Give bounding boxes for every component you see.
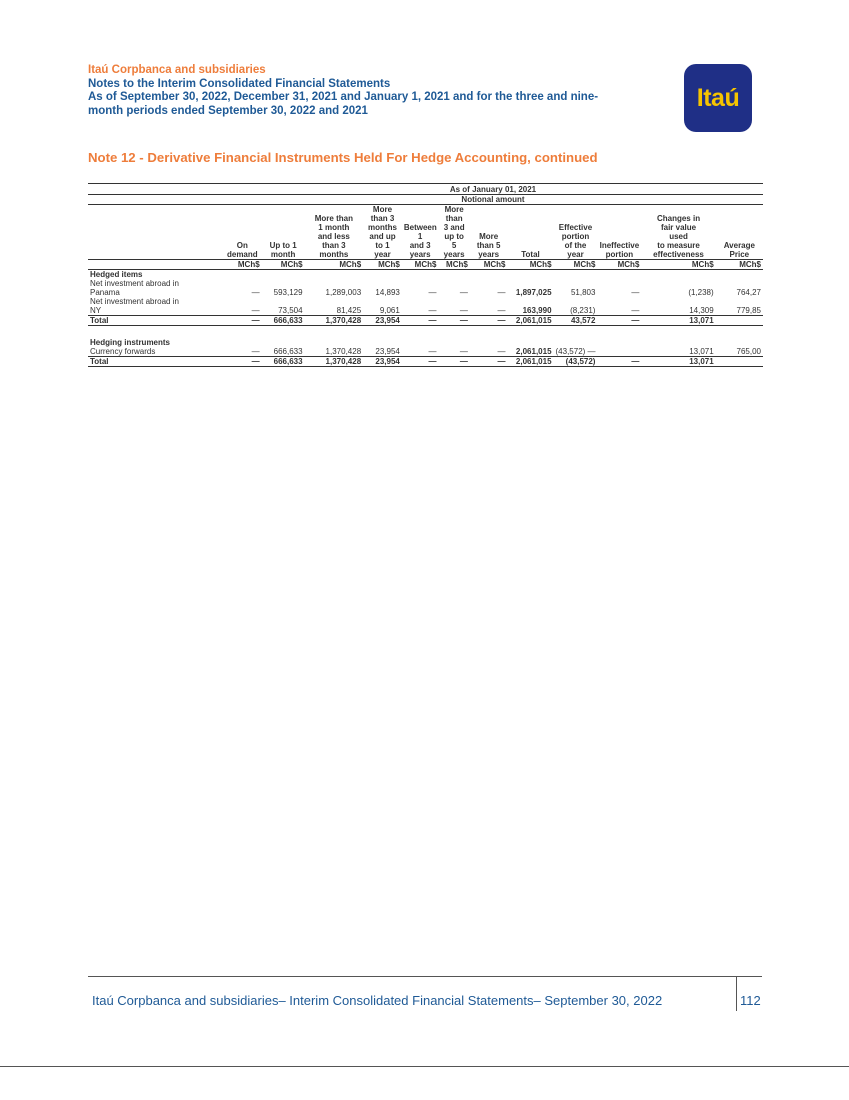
- value-cell: [716, 357, 763, 367]
- header-line-4: month periods ended September 30, 2022 and 2021: [88, 104, 368, 117]
- unit-cell: MCh$: [402, 260, 439, 270]
- notional-label: Notional amount: [223, 195, 763, 205]
- column-header-line: and less: [317, 232, 350, 241]
- hedge-accounting-table: [88, 183, 763, 367]
- value-cell: [597, 347, 641, 357]
- column-header-line: years: [478, 250, 500, 259]
- value-cell: 23,954: [363, 316, 402, 326]
- value-cell: —: [459, 288, 468, 297]
- value-cell: 1,289,003: [325, 288, 362, 297]
- value-cell: —: [497, 288, 506, 297]
- row-label-line: Net investment abroad in: [90, 279, 179, 288]
- value-cell: 13,071: [689, 347, 714, 356]
- section-heading: Hedging instruments: [90, 338, 171, 347]
- value-cell: 163,990: [522, 306, 552, 315]
- note-title: Note 12 - Derivative Financial Instruments Held For Hedge Accounting, continued: [88, 150, 598, 165]
- company-name: Itaú Corpbanca and subsidiaries: [88, 64, 266, 76]
- column-header-line: years: [443, 250, 465, 259]
- header-line-2: Notes to the Interim Consolidated Financial Statements: [88, 77, 391, 90]
- value-cell: —: [470, 357, 508, 367]
- value-cell: 81,425: [336, 306, 362, 315]
- value-cell: —: [438, 357, 469, 367]
- value-cell: 14,893: [375, 288, 400, 297]
- page-bottom-rule: [0, 1066, 849, 1067]
- table-row: [88, 297, 763, 316]
- value-cell: (8,231): [570, 306, 596, 315]
- column-header-line: effectiveness: [653, 250, 704, 259]
- column-header-line: than 5: [476, 241, 501, 250]
- column-header: [402, 205, 439, 260]
- column-header-line: 5: [451, 241, 457, 250]
- column-header-line: than: [445, 214, 463, 223]
- value-cell: —: [223, 357, 262, 367]
- column-header-line: Effective: [558, 223, 593, 232]
- column-header-line: and up: [369, 232, 396, 241]
- value-cell: 1,370,428: [325, 347, 362, 356]
- column-header: [716, 205, 763, 260]
- column-header-line: Average: [723, 241, 755, 250]
- value-cell: 765,00: [736, 347, 761, 356]
- column-header: [641, 205, 715, 260]
- value-cell: 9,061: [379, 306, 400, 315]
- column-header-line: used: [669, 232, 688, 241]
- value-cell: (43,572): [554, 357, 598, 367]
- page-number: 112: [740, 993, 761, 1008]
- value-cell: [716, 316, 763, 326]
- value-cell: (43,572) —: [555, 347, 596, 356]
- as-of-row: [88, 185, 763, 195]
- column-header-line: months: [319, 250, 349, 259]
- unit-cell: MCh$: [641, 260, 715, 270]
- document-header: [88, 64, 598, 118]
- column-header-line: Ineffective: [599, 241, 640, 250]
- itau-logo: [684, 64, 752, 132]
- column-header: [305, 205, 364, 260]
- row-label: Total: [88, 357, 223, 367]
- column-header-line: More than: [314, 214, 353, 223]
- column-header-line: Changes in: [656, 214, 701, 223]
- unit-cell: MCh$: [470, 260, 508, 270]
- value-cell: 1,370,428: [305, 316, 364, 326]
- table-row: [88, 347, 763, 357]
- section-heading-row: [88, 270, 763, 280]
- column-header-line: Between: [403, 223, 437, 232]
- column-header-line: years: [409, 250, 431, 259]
- value-cell: 2,061,015: [515, 347, 552, 356]
- column-header-line: year: [374, 250, 391, 259]
- section-heading-row: [88, 338, 763, 347]
- value-cell: —: [459, 306, 468, 315]
- value-cell: —: [597, 316, 641, 326]
- value-cell: —: [438, 316, 469, 326]
- column-header-line: to 1: [375, 241, 390, 250]
- column-header: [438, 205, 469, 260]
- unit-cell: MCh$: [223, 260, 262, 270]
- row-label-line: NY: [90, 306, 102, 315]
- spacer-row: [88, 326, 763, 339]
- column-header-line: month: [270, 250, 296, 259]
- unit-cell: MCh$: [363, 260, 402, 270]
- logo-text: Itaú: [696, 83, 740, 112]
- value-cell: 2,061,015: [507, 357, 553, 367]
- column-header-line: Price: [729, 250, 750, 259]
- value-cell: —: [597, 357, 641, 367]
- column-header: [554, 205, 598, 260]
- value-cell: —: [402, 316, 439, 326]
- section-heading: Hedged items: [90, 270, 143, 279]
- value-cell: —: [459, 347, 468, 356]
- column-header-line: 1: [417, 232, 423, 241]
- row-label-line: Currency forwards: [90, 347, 156, 356]
- column-header: [223, 205, 262, 260]
- value-cell: (1,238): [688, 288, 714, 297]
- value-cell: 51,803: [570, 288, 596, 297]
- column-header: [597, 205, 641, 260]
- column-header-line: year: [567, 250, 584, 259]
- value-cell: 43,572: [554, 316, 598, 326]
- column-header-line: of the: [564, 241, 587, 250]
- table-row: [88, 279, 763, 297]
- row-label-line: Net investment abroad in: [90, 297, 179, 306]
- value-cell: —: [428, 288, 437, 297]
- footer-divider: [736, 976, 737, 1011]
- value-cell: 666,633: [262, 316, 305, 326]
- value-cell: 23,954: [363, 357, 402, 367]
- column-header-line: Up to 1: [269, 241, 297, 250]
- value-cell: 764,27: [736, 288, 761, 297]
- row-label: Total: [88, 316, 223, 326]
- value-cell: —: [428, 306, 437, 315]
- value-cell: 779,85: [736, 306, 761, 315]
- value-cell: 1,897,025: [515, 288, 552, 297]
- column-header: [363, 205, 402, 260]
- value-cell: —: [497, 306, 506, 315]
- unit-cell: MCh$: [305, 260, 364, 270]
- value-cell: —: [428, 347, 437, 356]
- column-header-line: On: [236, 241, 248, 250]
- column-header-line: portion: [605, 250, 634, 259]
- row-label-line: Panama: [90, 288, 120, 297]
- unit-cell: MCh$: [507, 260, 553, 270]
- footer-text: Itaú Corpbanca and subsidiaries– Interim Consolidated Financial Statements– September 30, 2022: [92, 993, 663, 1008]
- value-cell: 14,309: [689, 306, 714, 315]
- column-header: [262, 205, 305, 260]
- value-cell: 593,129: [273, 288, 303, 297]
- value-cell: —: [251, 347, 260, 356]
- column-header-row: [88, 205, 763, 260]
- as-of-label: As of January 01, 2021: [223, 185, 763, 195]
- column-header-line: to measure: [657, 241, 700, 250]
- value-cell: —: [631, 306, 640, 315]
- unit-cell: MCh$: [716, 260, 763, 270]
- value-cell: 73,504: [278, 306, 303, 315]
- unit-cell: MCh$: [597, 260, 641, 270]
- unit-cell: MCh$: [554, 260, 598, 270]
- column-header-line: and 3: [409, 241, 431, 250]
- column-header-line: More: [372, 205, 393, 214]
- row-label: [88, 279, 223, 297]
- unit-cell: MCh$: [438, 260, 469, 270]
- column-header-line: demand: [226, 250, 258, 259]
- value-cell: 1,370,428: [305, 357, 364, 367]
- column-header-line: More: [479, 232, 499, 241]
- notional-row: [88, 195, 763, 205]
- value-cell: 13,071: [641, 316, 715, 326]
- unit-row: [88, 260, 763, 270]
- value-cell: 13,071: [641, 357, 715, 367]
- column-header-line: portion: [561, 232, 590, 241]
- column-header: [470, 205, 508, 260]
- column-header-line: More: [444, 205, 464, 214]
- value-cell: —: [223, 316, 262, 326]
- column-header: [507, 205, 553, 260]
- value-cell: —: [497, 347, 506, 356]
- column-header-line: than 3: [370, 214, 395, 223]
- unit-cell: MCh$: [262, 260, 305, 270]
- column-header-line: 3 and: [443, 223, 465, 232]
- value-cell: —: [402, 357, 439, 367]
- value-cell: —: [470, 316, 508, 326]
- column-header-line: Total: [521, 250, 540, 259]
- value-cell: —: [631, 288, 640, 297]
- column-header-line: fair value: [660, 223, 697, 232]
- value-cell: 666,633: [273, 347, 303, 356]
- column-header-line: up to: [444, 232, 464, 241]
- value-cell: —: [251, 306, 260, 315]
- row-label: [88, 297, 223, 316]
- value-cell: —: [251, 288, 260, 297]
- footer-rule: [88, 976, 762, 977]
- header-line-3: As of September 30, 2022, December 31, 2021 and January 1, 2021 and for the three and nine-: [88, 91, 599, 103]
- value-cell: 666,633: [262, 357, 305, 367]
- row-label: [88, 347, 223, 357]
- total-row: [88, 316, 763, 326]
- column-header-line: months: [368, 223, 397, 232]
- total-row: [88, 357, 763, 367]
- column-header-line: than 3: [322, 241, 346, 250]
- value-cell: 2,061,015: [507, 316, 553, 326]
- column-header-line: 1 month: [318, 223, 350, 232]
- value-cell: 23,954: [375, 347, 400, 356]
